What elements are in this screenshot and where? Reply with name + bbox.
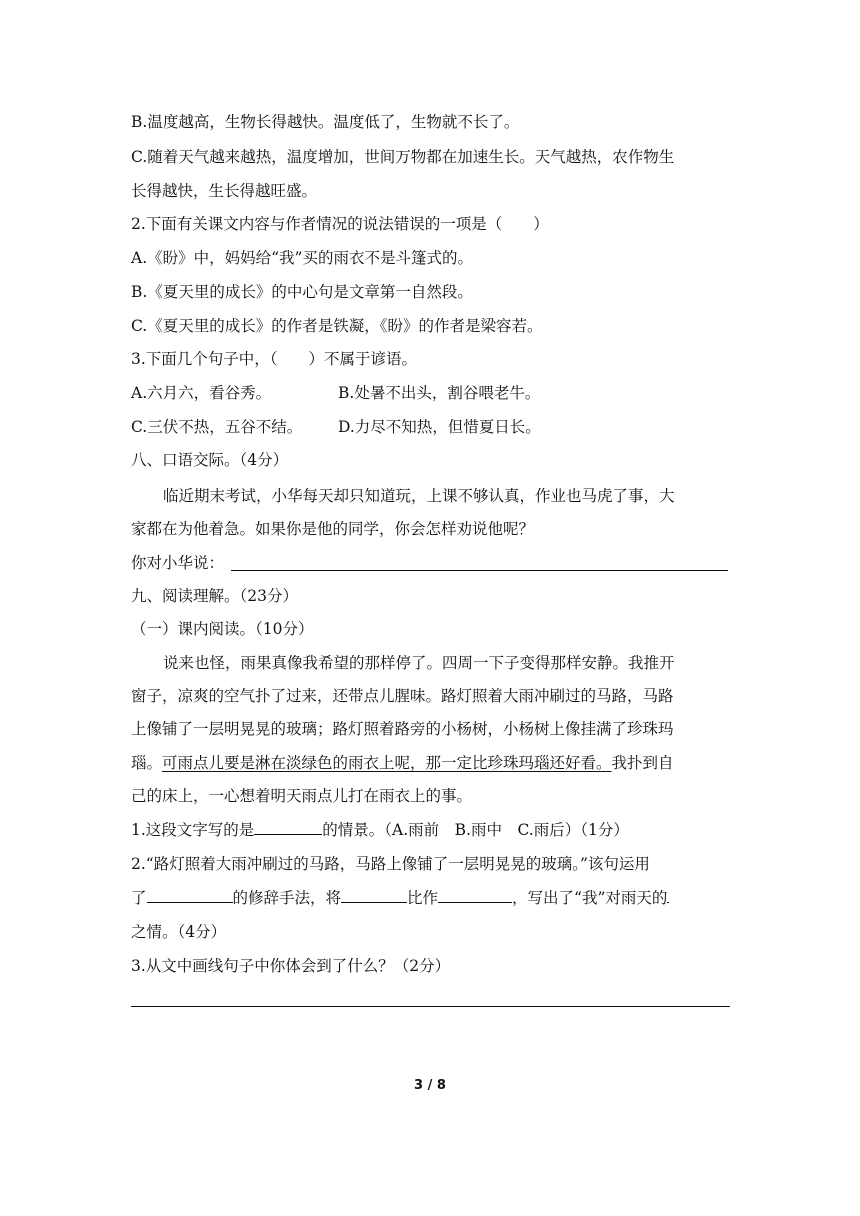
reading-q2-line3: 之情。（4分） [131,923,227,941]
underlined-sentence: 可雨点儿要是淋在淡绿色的雨衣上呢，那一定比珍珠玛瑙还好看。 [162,754,612,772]
reading-q2-text-c: 比作 [407,889,439,907]
section8-prompt: 你对小华说： [131,554,225,572]
section8-paragraph-line1: 临近期末考试，小华每天却只知道玩，上课不够认真，作业也马虎了事，大 [163,487,675,505]
passage-line3: 上像铺了一层明晃晃的玻璃；路灯照着路旁的小杨树，小杨树上像挂满了珍珠玛 [131,720,674,738]
passage-line2: 窗子，凉爽的空气扑了过来，还带点儿腥味。路灯照着大雨冲刷过的马路，马路 [131,687,674,705]
q3-option-d: D.力尽不知热，但惜夏日长。 [338,418,541,436]
reading-q2-blank-object[interactable] [438,888,512,903]
section9-sub1: （一）课内阅读。（10分） [131,620,314,638]
reading-q3-answer-line[interactable] [131,1006,730,1007]
reading-q3: 3.从文中画线句子中你体会到了什么？（2分） [131,957,451,975]
q3-option-a: A.六月六，看谷秀。 [131,384,272,402]
section9-title: 九、阅读理解。（23分） [131,587,298,605]
q1-option-c-line1: C.随着天气越来越热，温度增加，世间万物都在加速生长。天气越热，农作物生 [131,148,675,166]
reading-q2-text-d: ，写出了“我”对雨天的 [512,889,668,907]
reading-q1 [131,820,629,840]
q2-option-b: B.《夏天里的成长》的中心句是文章第一自然段。 [131,283,473,301]
reading-q2-text-a: 了 [131,889,147,907]
q1-option-c-line2: 长得越快，生长得越旺盛。 [131,182,318,200]
passage-line1: 说来也怪，雨果真像我希望的那样停了。四周一下子变得那样安静。我推开 [163,654,675,672]
section8-title: 八、口语交际。（4分） [131,451,289,469]
reading-q1-blank[interactable] [254,820,322,835]
q2-option-a: A.《盼》中，妈妈给“我”买的雨衣不是斗篷式的。 [131,249,473,267]
reading-q2-blank-feeling[interactable] [667,888,669,903]
reading-q2-blank-rhetoric[interactable] [147,888,233,903]
reading-q1-text-a: 1.这段文字写的是 [131,821,255,839]
section8-answer-line[interactable] [231,570,728,571]
q1-option-b: B.温度越高，生物长得越快。温度低了，生物就不长了。 [131,113,520,131]
passage-line4 [131,753,674,773]
section8-paragraph-line2: 家都在为他着急。如果你是他的同学，你会怎样劝说他呢？ [131,520,535,538]
page-number: 3 / 8 [414,1078,446,1093]
q3-option-c: C.三伏不热，五谷不结。 [131,418,303,436]
q3-option-b: B.处暑不出头，割谷喂老牛。 [338,384,541,402]
passage-line4-start: 瑙。 [131,754,163,772]
passage-line4-end: 我扑到自 [611,754,674,772]
reading-q2-line1: 2.“路灯照着大雨冲刷过的马路，马路上像铺了一层明晃晃的玻璃。”该句运用 [131,855,650,873]
reading-q2-blank-subject[interactable] [341,888,407,903]
q2-option-c: C.《夏天里的成长》的作者是铁凝，《盼》的作者是梁容若。 [131,317,543,335]
q2-stem: 2.下面有关课文内容与作者情况的说法错误的一项是（ ） [131,215,549,233]
reading-q1-text-b: 的情景。（A.雨前 B.雨中 C.雨后）（1分） [322,821,629,839]
reading-q2-line2 [131,888,669,908]
passage-line5: 己的床上，一心想着明天雨点儿打在雨衣上的事。 [131,787,473,805]
reading-q2-text-b: 的修辞手法，将 [232,889,342,907]
q3-stem: 3.下面几个句子中，（ ）不属于谚语。 [131,350,418,368]
